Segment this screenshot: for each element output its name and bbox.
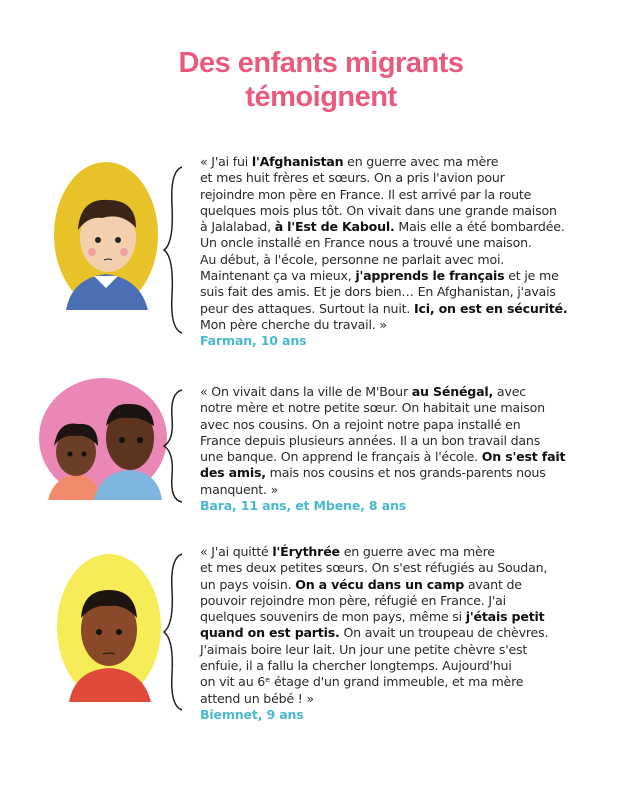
bold-text: l'Afghanistan bbox=[251, 154, 344, 169]
text-segment: on vit au 6ᵉ étage d'un grand immeuble, et ma mère bbox=[200, 674, 524, 690]
text-line bbox=[200, 593, 620, 609]
text-segment: un pays voisin. bbox=[200, 576, 296, 592]
text-segment: « J'ai quitté bbox=[200, 544, 273, 559]
testimony-text bbox=[200, 384, 620, 498]
text-line bbox=[200, 577, 620, 593]
text-line bbox=[200, 317, 620, 333]
text-line bbox=[200, 400, 620, 416]
text-line bbox=[200, 301, 620, 317]
text-segment: mais nos cousins et nos grands-parents nous bbox=[265, 465, 546, 481]
text-segment: manquent. » bbox=[200, 481, 279, 497]
text-segment: « J'ai fui bbox=[200, 154, 252, 169]
text-line bbox=[200, 154, 620, 170]
bold-text: l'Érythrée bbox=[272, 544, 340, 559]
text-segment: On avait un troupeau de chèvres. bbox=[339, 625, 549, 641]
brace-icon bbox=[162, 388, 188, 504]
text-line bbox=[200, 544, 620, 560]
testimony-author: Bara, 11 ans, et Mbene, 8 ans bbox=[200, 498, 407, 514]
bold-text: On s'est fait bbox=[481, 449, 566, 465]
text-line bbox=[200, 642, 620, 658]
text-segment: avec nos cousins. On a rejoint notre papa installé en bbox=[200, 416, 521, 432]
text-segment: rejoindre mon père en France. Il est arrivé par la route bbox=[200, 186, 532, 202]
text-line bbox=[200, 560, 620, 576]
text-segment: Un oncle installé en France nous a trouvé une maison. bbox=[200, 235, 532, 251]
text-segment: à Jalalabad, bbox=[200, 219, 275, 235]
text-segment: pouvoir rejoindre mon père, réfugié en France. J'ai bbox=[200, 592, 506, 608]
text-line bbox=[200, 284, 620, 300]
text-line bbox=[200, 187, 620, 203]
text-line bbox=[200, 609, 620, 625]
bold-text: Ici, on est en sécurité. bbox=[413, 300, 568, 316]
biemnet-portrait bbox=[55, 552, 163, 702]
bold-text: quand on est partis. bbox=[200, 625, 340, 641]
bold-text: à l'Est de Kaboul. bbox=[274, 219, 395, 235]
text-segment: avec bbox=[493, 384, 526, 399]
testimony-biemnet bbox=[200, 544, 620, 723]
page-title bbox=[0, 46, 642, 114]
text-segment: quelques souvenirs de mon pays, même si bbox=[200, 609, 466, 625]
bold-text: On a vécu dans un camp bbox=[295, 576, 465, 592]
text-segment: en guerre avec ma mère bbox=[343, 154, 499, 169]
bold-text: des amis, bbox=[200, 465, 266, 481]
bara-mbene-portrait bbox=[38, 376, 168, 500]
text-segment: quelques mois plus tôt. On vivait dans une grande maison bbox=[200, 202, 557, 218]
text-segment: « On vivait dans la ville de M'Bour bbox=[200, 384, 412, 399]
text-segment: Maintenant ça va mieux, bbox=[200, 268, 356, 284]
title-line-1: Des enfants migrants bbox=[178, 47, 464, 79]
text-segment: avant de bbox=[464, 576, 522, 592]
farman-portrait bbox=[52, 160, 160, 310]
testimony-text bbox=[200, 544, 620, 707]
bold-text: j'étais petit bbox=[465, 609, 545, 625]
text-segment: et je me bbox=[504, 268, 559, 284]
testimony-bara-mbene bbox=[200, 384, 620, 514]
text-line bbox=[200, 219, 620, 235]
text-segment: et mes huit frères et sœurs. On a pris l'avion pour bbox=[200, 170, 505, 186]
text-line bbox=[200, 674, 620, 690]
text-line bbox=[200, 252, 620, 268]
text-segment: enfuie, il a fallu la chercher longtemps. Aujourd'hui bbox=[200, 658, 512, 674]
text-line bbox=[200, 625, 620, 641]
testimony-author: Biemnet, 9 ans bbox=[200, 706, 304, 722]
text-line bbox=[200, 268, 620, 284]
bold-text: au Sénégal, bbox=[411, 384, 494, 399]
testimony-text bbox=[200, 154, 620, 333]
text-segment: et mes deux petites sœurs. On s'est réfugiés au Soudan, bbox=[200, 560, 548, 576]
text-line bbox=[200, 384, 620, 400]
text-segment: en guerre avec ma mère bbox=[339, 544, 495, 559]
text-segment: France depuis plusieurs années. Il a un bon travail dans bbox=[200, 432, 541, 448]
text-segment: Mais elle a été bombardée. bbox=[394, 219, 565, 235]
text-segment: attend un bébé ! » bbox=[200, 690, 314, 706]
text-line bbox=[200, 203, 620, 219]
testimony-author: Farman, 10 ans bbox=[200, 333, 307, 349]
text-line bbox=[200, 465, 620, 481]
testimony-farman bbox=[200, 154, 620, 350]
text-line bbox=[200, 417, 620, 433]
text-segment: suis fait des amis. Et je dors bien… En Afghanistan, j'avais bbox=[200, 284, 556, 300]
text-segment: une banque. On apprend le français à l'école. bbox=[200, 449, 482, 465]
text-segment: notre mère et notre petite sœur. On habitait une maison bbox=[200, 400, 545, 416]
text-line bbox=[200, 482, 620, 498]
bold-text: j'apprends le français bbox=[355, 268, 505, 284]
text-line bbox=[200, 433, 620, 449]
title-line-2: témoignent bbox=[245, 81, 397, 113]
text-line bbox=[200, 658, 620, 674]
text-segment: Mon père cherche du travail. » bbox=[200, 316, 387, 332]
text-line bbox=[200, 449, 620, 465]
text-line bbox=[200, 235, 620, 251]
text-line bbox=[200, 691, 620, 707]
brace-icon bbox=[162, 165, 188, 335]
text-segment: J'aimais boire leur lait. Un jour une petite chèvre s'est bbox=[200, 641, 528, 657]
text-segment: Au début, à l'école, personne ne parlait avec moi. bbox=[200, 251, 505, 267]
text-segment: peur des attaques. Surtout la nuit. bbox=[200, 300, 414, 316]
brace-icon bbox=[162, 552, 188, 712]
text-line bbox=[200, 170, 620, 186]
